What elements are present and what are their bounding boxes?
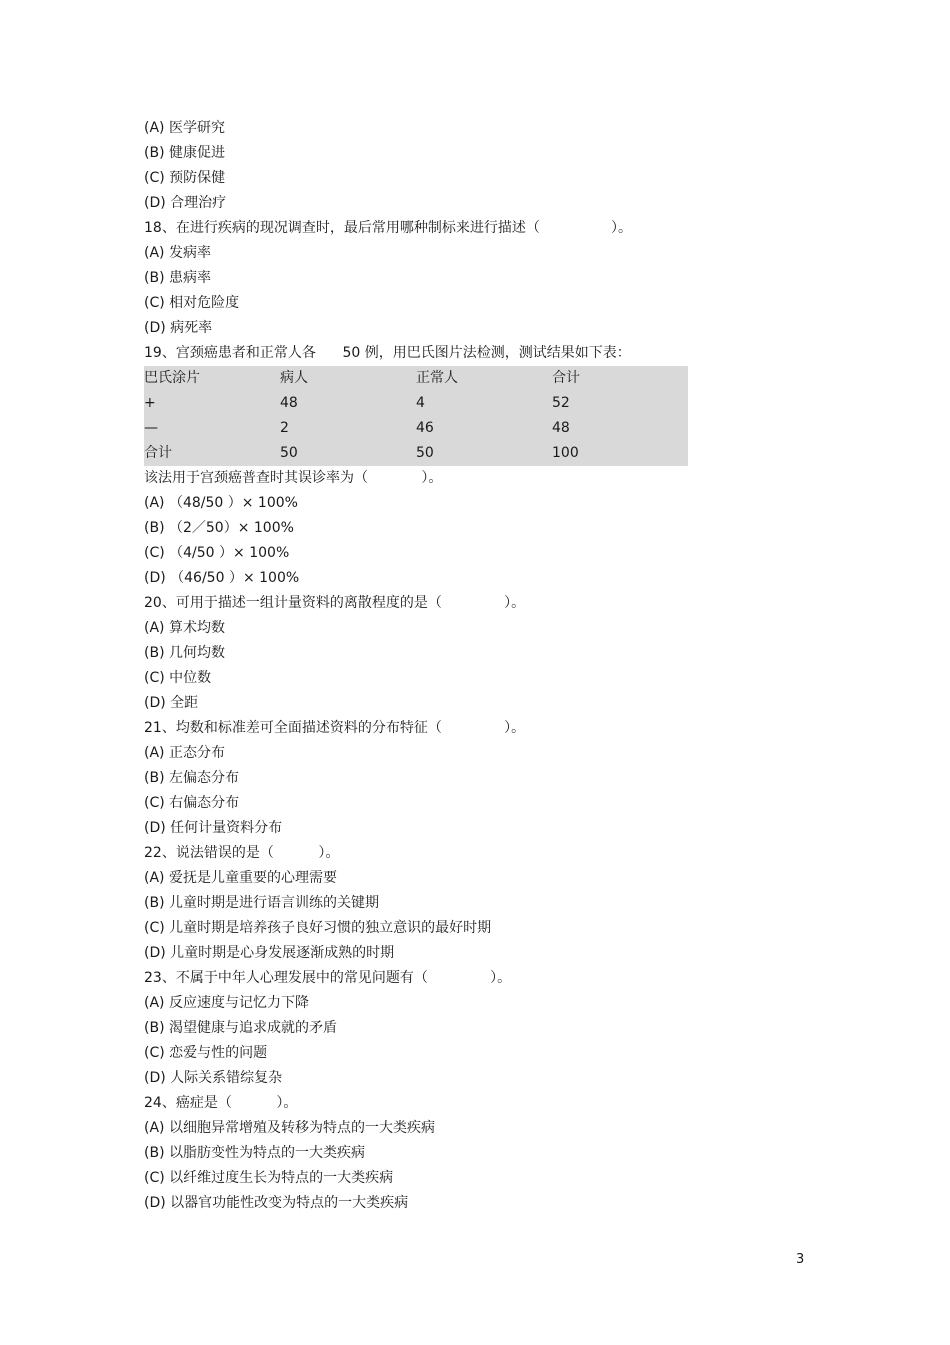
text-line: 23、不属于中年人心理发展中的常见问题有（ ）。: [144, 970, 512, 986]
document-body: [144, 116, 844, 1216]
table-cell: 2: [280, 420, 289, 436]
text-line: (D) （46/50 ）× 100%: [144, 570, 300, 586]
text-line: (C) 预防保健: [144, 170, 226, 186]
text-line: 24、癌症是（ ）。: [144, 1095, 298, 1111]
table-header-cell: 巴氏涂片: [144, 370, 200, 386]
text-line: (D) 人际关系错综复杂: [144, 1070, 283, 1086]
text-line: (C) 以纤维过度生长为特点的一大类疾病: [144, 1170, 394, 1186]
text-line: (A) 反应速度与记忆力下降: [144, 995, 309, 1011]
question-block-upper: [144, 116, 844, 366]
text-line: 18、在进行疾病的现况调查时，最后常用哪种制标来进行描述（ ）。: [144, 220, 633, 236]
table-cell: 100: [552, 445, 579, 461]
text-line: (B) 健康促进: [144, 145, 225, 161]
question-block-lower: [144, 466, 844, 1216]
table-header-row: [144, 366, 688, 391]
table-cell: 合计: [144, 445, 172, 461]
text-line: 20、可用于描述一组计量资料的离散程度的是（ ）。: [144, 595, 526, 611]
text-line: (C) 儿童时期是培养孩子良好习惯的独立意识的最好时期: [144, 920, 492, 936]
table-row: [144, 416, 688, 441]
text-line: (A) 正态分布: [144, 745, 225, 761]
text-line: (C) （4/50 ）× 100%: [144, 545, 290, 561]
table-cell: 4: [416, 395, 425, 411]
text-line: (D) 以器官功能性改变为特点的一大类疾病: [144, 1195, 409, 1211]
text-line: (A) 算术均数: [144, 620, 225, 636]
text-line: (B) 左偏态分布: [144, 770, 239, 786]
table-header-cell: 病人: [280, 370, 308, 386]
text-line: (A) 医学研究: [144, 120, 225, 136]
text-line: 该法用于宫颈癌普查时其误诊率为（ ）。: [144, 470, 443, 486]
text-line: (C) 右偏态分布: [144, 795, 240, 811]
text-line: (B) 几何均数: [144, 645, 225, 661]
text-line: (D) 合理治疗: [144, 195, 227, 211]
table-cell: 50: [416, 445, 434, 461]
text-line: (D) 任何计量资料分布: [144, 820, 283, 836]
table-row: [144, 441, 688, 466]
table-body: [144, 366, 688, 466]
text-line: 21、均数和标准差可全面描述资料的分布特征（ ）。: [144, 720, 526, 736]
text-line: (D) 全距: [144, 695, 199, 711]
text-line: (B) （2／50）× 100%: [144, 520, 294, 536]
text-line: (A) 爱抚是儿童重要的心理需要: [144, 870, 337, 886]
text-line: 22、说法错误的是（ ）。: [144, 845, 340, 861]
text-line: (B) 患病率: [144, 270, 211, 286]
table-cell: 48: [552, 420, 570, 436]
text-line: (C) 相对危险度: [144, 295, 240, 311]
text-line: (A) （48/50 ）× 100%: [144, 495, 298, 511]
text-line: (C) 中位数: [144, 670, 212, 686]
text-line: (D) 病死率: [144, 320, 213, 336]
pap-smear-table: [144, 366, 688, 466]
table-cell: 50: [280, 445, 298, 461]
table-cell: 52: [552, 395, 570, 411]
table-header-cell: 合计: [552, 370, 580, 386]
text-line: (B) 渴望健康与追求成就的矛盾: [144, 1020, 337, 1036]
table-row: [144, 391, 688, 416]
table-cell: 46: [416, 420, 434, 436]
text-line: (A) 发病率: [144, 245, 211, 261]
text-line: (B) 儿童时期是进行语言训练的关键期: [144, 895, 379, 911]
text-line: (D) 儿童时期是心身发展逐渐成熟的时期: [144, 945, 395, 961]
text-line: (C) 恋爱与性的问题: [144, 1045, 268, 1061]
table-cell: +: [144, 395, 156, 411]
table-cell: 48: [280, 395, 298, 411]
text-line: 19、宫颈癌患者和正常人各 50 例，用巴氏图片法检测，测试结果如下表：: [144, 345, 631, 361]
text-line: (B) 以脂肪变性为特点的一大类疾病: [144, 1145, 365, 1161]
text-line: (A) 以细胞异常增殖及转移为特点的一大类疾病: [144, 1120, 435, 1136]
table-header-cell: 正常人: [416, 370, 458, 386]
table-cell: —: [144, 420, 158, 436]
page-number: 3: [796, 1252, 805, 1267]
